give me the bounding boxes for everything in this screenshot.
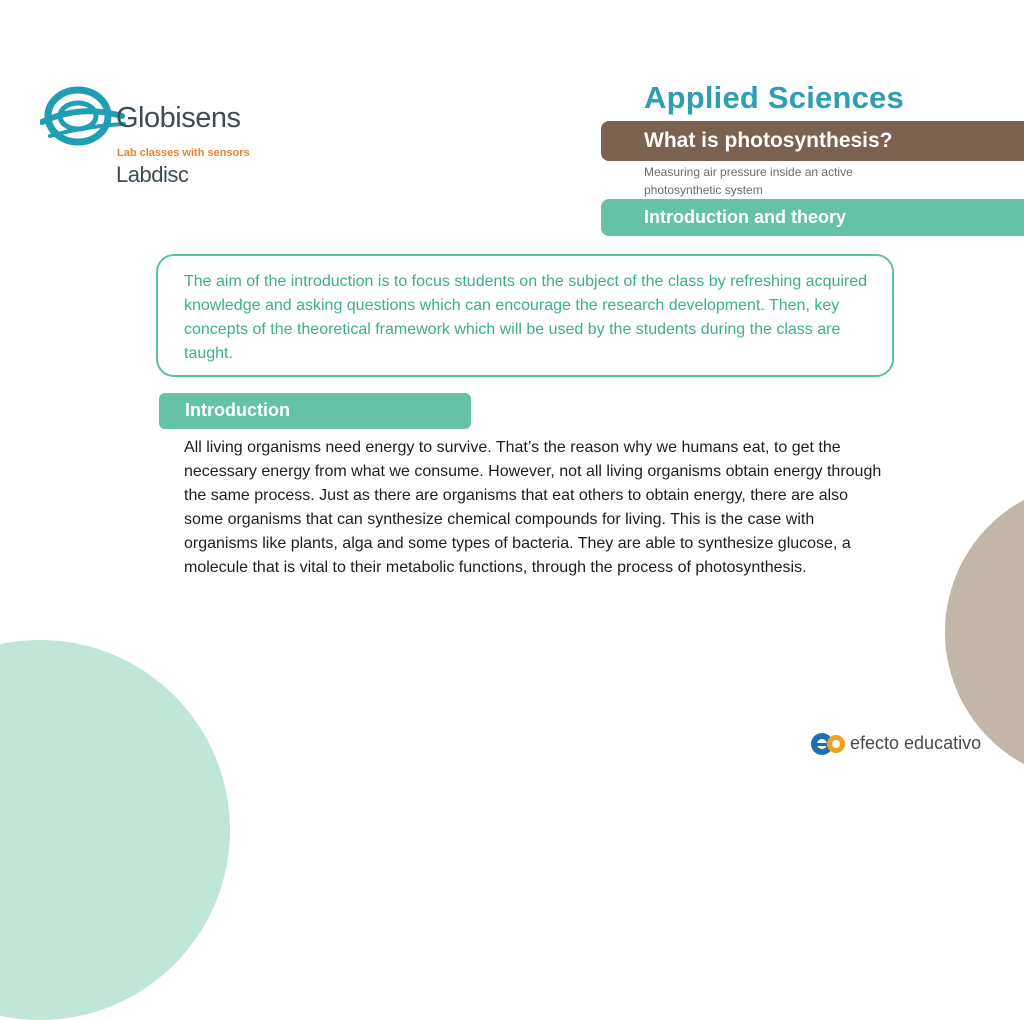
logo-product: Labdisc [116, 162, 189, 187]
title-bar [601, 121, 1024, 161]
section-title: Introduction and theory [644, 207, 846, 227]
efecto-educativo-icon [810, 728, 846, 758]
section-bar [601, 199, 1024, 236]
introduction-label-bar [159, 393, 471, 429]
globisens-logo [40, 82, 280, 192]
page-subtitle: Measuring air pressure inside an active photosynthetic system [644, 165, 853, 197]
brand-title: Applied Sciences [644, 80, 904, 115]
publisher-name: efecto educativo [850, 733, 982, 753]
logo-tagline: Lab classes with sensors [117, 147, 250, 159]
aim-box [156, 254, 894, 377]
decorative-circle-left [0, 640, 230, 1020]
introduction-body: All living organisms need energy to survive. That’s the reason why we humans eat, to get the necessary energy from what we consume. However, not all living organisms obtain energy through the same process. Just as there are organisms that eat others to obtain energy, there are also some organisms that can synthesize chemical compounds for living. This is the case with organisms like plants, alga and some types of bacteria. They are able to synthesize glucose, a molecule that is vital to their metabolic functions, through the process of photosynthesis. [184, 439, 882, 576]
logo-name: Globisens [116, 102, 241, 134]
introduction-heading: Introduction [185, 400, 290, 420]
efecto-educativo-logo [810, 728, 1000, 760]
page-title: What is photosynthesis? [644, 129, 893, 152]
aim-text: The aim of the introduction is to focus students on the subject of the class by refreshing acquired knowledge and asking questions which can encourage the research development. Then, key concepts of the theoretical framework which will be used by the students during the class are taught. [184, 273, 868, 362]
